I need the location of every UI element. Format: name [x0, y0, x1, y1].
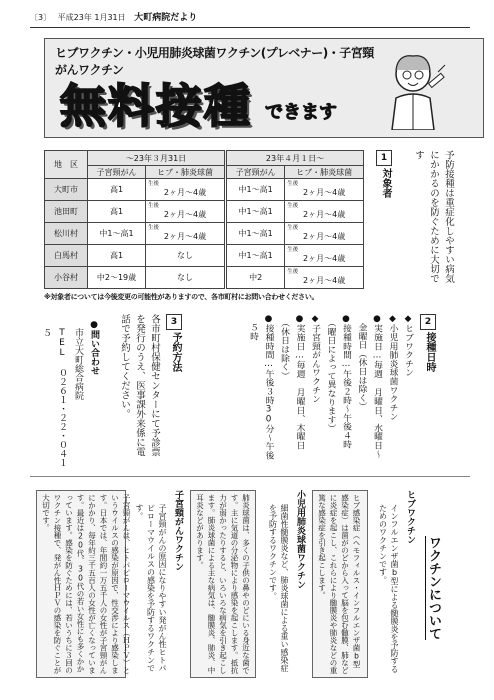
- cell-hib-small: 生後: [148, 181, 160, 187]
- banner-subtitle: ヒブワクチン・小児用肺炎球菌ワクチン(プレベナー)・子宮頸がんワクチン: [55, 46, 374, 77]
- section-1-text: 予防接種は重症化しやすい病気にかかるのを防ぐために大切です: [413, 150, 454, 283]
- table-row: [45, 201, 364, 223]
- header-area: 地 区: [45, 151, 88, 179]
- schedule-line: ●接種時間…午後２時～午後４時: [341, 314, 351, 449]
- cell-hib: [285, 267, 364, 289]
- cell-hib: [285, 179, 364, 201]
- hib-detail: ヒブ感染症（ヘモフィルス・インフルエンザ菌b型感染症）は菌がのどから入って脳を包む髄膜、肺などに炎症を起こし、これらにより髄膜炎や肺炎などの重篤な感染症を引き起こします。: [317, 494, 361, 674]
- pcv-detail: 肺炎球菌は、多くの子供の鼻やのどにいる身近な菌です。主に気道の分泌物により感染を起こします。抵抗力が弱かったりすると、いろいろな病気を引き起こします。肺炎球菌による主な病気は、髄膜炎、肺炎、中耳炎などがあります。: [195, 494, 251, 674]
- schedule-line: ●実施日…毎週 月曜日、水曜日～: [372, 314, 382, 459]
- table-row: [45, 179, 364, 201]
- cell-cervical: 中2: [225, 267, 284, 289]
- schedule-line: ５時: [248, 314, 258, 341]
- about-vaccines-title: ワクチンについて: [426, 536, 441, 640]
- subheader-cervical: 子宮頸がん: [88, 166, 146, 179]
- cell-cervical: 中1～高1: [225, 245, 284, 267]
- newsletter-title: 大町病院だより: [134, 13, 198, 23]
- hpv-detail: 子宮頸がんは、ヒトパピローマウイルス（ＨＰＶ）というウイルスの感染が原因で、性交渉により感染します。日本では、年間約一万五千人の女性が子宮頸がんにかかり、毎年約三千五百人の女性が亡くなっています。最近は20代、30代の若い女性にも多くかかっています。感染を防ぐためには、若いうちに３回のワクチン接種で、発がん性ＨＰＶの感染を防ぐことが大切です。: [41, 494, 131, 674]
- table-row: [45, 267, 364, 289]
- header-rule: [30, 27, 470, 28]
- cell-hib: [146, 179, 226, 201]
- pcv-heading: 小児用肺炎球菌ワクチン: [295, 490, 305, 589]
- cell-cervical: 高1: [88, 201, 146, 223]
- cell-hib-value: 2ヶ月～4歳: [303, 276, 346, 285]
- section-3-heading: 予約方法: [170, 332, 181, 372]
- header-period-1: ～23年３月31日: [88, 151, 226, 166]
- schedule-line: （休日は除く）: [279, 314, 289, 380]
- cell-cervical: 中2～19歳: [88, 267, 146, 289]
- cell-hib-value: 2ヶ月～4歳: [163, 210, 207, 219]
- hpv-detail-box: [36, 490, 131, 678]
- hib-heading: ヒブワクチン: [405, 490, 415, 544]
- tel-label: TEL: [57, 328, 67, 358]
- cell-hib-small: 生後: [287, 203, 299, 209]
- issue-date: 平成23年 1月31日: [57, 13, 126, 22]
- section-1-number: 1: [376, 150, 392, 166]
- cell-cervical: 高1: [88, 245, 146, 267]
- cell-hib-value: 2ヶ月～4歳: [163, 232, 207, 241]
- cell-cervical: 中1～高1: [225, 179, 284, 201]
- cell-hib: [285, 223, 364, 245]
- cell-hib: [285, 201, 364, 223]
- eligibility-table: [44, 150, 364, 289]
- section-2-number: 2: [420, 314, 436, 330]
- section-3-text: 各市町村保健センターにて予診票を発行のうえ、医事課外来係に電話で予約してください。: [119, 314, 160, 457]
- subheader-cervical: 子宮頸がん: [225, 166, 284, 179]
- cell-cervical: 中1～高1: [225, 201, 284, 223]
- cell-cervical: 高1: [88, 179, 146, 201]
- cell-hib-small: 生後: [287, 247, 299, 253]
- schedule-line: （曜日によって異なります）: [325, 314, 336, 433]
- cell-hib-small: 生後: [287, 181, 299, 187]
- section-2-schedule: [243, 314, 415, 466]
- section-3-number: 3: [166, 314, 182, 330]
- cell-hib-small: 生後: [148, 203, 160, 209]
- subheader-hib: ヒブ・肺炎球菌: [285, 166, 364, 179]
- cell-hib-value: 2ヶ月～4歳: [303, 188, 346, 197]
- pcv-summary: 細菌性髄膜炎など、肺炎球菌による重い感染症を予防するワクチンです。: [268, 504, 289, 672]
- area-name: 松川村: [45, 223, 88, 245]
- inquiry-tel: [38, 320, 70, 470]
- page-header: [30, 10, 470, 28]
- tel-number: ０２６１・２２・０４１５: [41, 328, 67, 467]
- cell-hib: [146, 245, 226, 267]
- subheader-hib: ヒブ・肺炎球菌: [146, 166, 226, 179]
- page-number: 〔3〕: [30, 13, 52, 22]
- cell-hib-value: 2ヶ月～4歳: [303, 232, 346, 241]
- area-name: 白馬村: [45, 245, 88, 267]
- banner-main-title: 無料接種: [60, 79, 252, 133]
- banner-suffix: できます: [265, 102, 337, 123]
- area-name: 池田町: [45, 201, 88, 223]
- cell-hib-value: 2ヶ月～4歳: [303, 254, 346, 263]
- hpv-summary: 子宮頸がんの原因になりやすい発がん性ヒトパピローマウイルスの感染を予防するワクチンです。: [135, 504, 167, 672]
- cell-hib-small: 生後: [148, 225, 160, 231]
- schedule-line: ◆ヒブワクチン: [403, 314, 413, 377]
- inquiry-title: ●問い合わせ: [89, 320, 99, 375]
- cell-hib: [285, 245, 364, 267]
- cell-hib-small: 生後: [287, 269, 299, 275]
- cell-hib-small: 生後: [287, 225, 299, 231]
- inquiry-org: 市立大町総合病院: [73, 328, 83, 400]
- schedule-line: ●接種時間…午後３時30分～午後: [263, 314, 274, 460]
- section-2-heading: 接種日時: [424, 332, 435, 372]
- section-divider: [30, 476, 470, 477]
- area-name: 大町市: [45, 179, 88, 201]
- cell-hib-value: なし: [177, 251, 193, 260]
- doctor-illustration: [378, 48, 448, 130]
- pcv-detail-box: [190, 490, 256, 678]
- cell-hib: [146, 223, 226, 245]
- schedule-line: ◆小児用肺炎球菌ワクチン: [387, 314, 398, 421]
- header-period-2: 23年４月１日～: [225, 151, 363, 166]
- table-note: ※対象者については今後変更の可能性がありますので、各市町村にお問い合わせください。: [44, 293, 319, 301]
- area-name: 小谷村: [45, 267, 88, 289]
- schedule-line: 金曜日（休日は除く）: [356, 314, 367, 411]
- section-1-heading: 対象者: [380, 168, 391, 198]
- hib-summary: インフルエンザ菌b型による髄膜炎を予防するためのワクチンです。: [378, 504, 399, 673]
- hib-detail-box: [312, 490, 368, 678]
- cell-hib-value: なし: [177, 273, 193, 282]
- cell-cervical: 中1～高1: [88, 223, 146, 245]
- table-row: [45, 245, 364, 267]
- inquiry-block: [40, 320, 102, 470]
- cell-cervical: 中1～高1: [225, 223, 284, 245]
- hpv-heading: 子宮頸がんワクチン: [173, 490, 183, 571]
- cell-hib-value: 2ヶ月～4歳: [303, 210, 346, 219]
- schedule-line: ◆子宮頸がんワクチン: [310, 314, 320, 404]
- cell-hib: [146, 267, 226, 289]
- cell-hib: [146, 201, 226, 223]
- table-row: [45, 223, 364, 245]
- cell-hib-value: 2ヶ月～4歳: [163, 188, 207, 197]
- schedule-line: ●実施日…毎週 月曜日、木曜日: [294, 314, 305, 450]
